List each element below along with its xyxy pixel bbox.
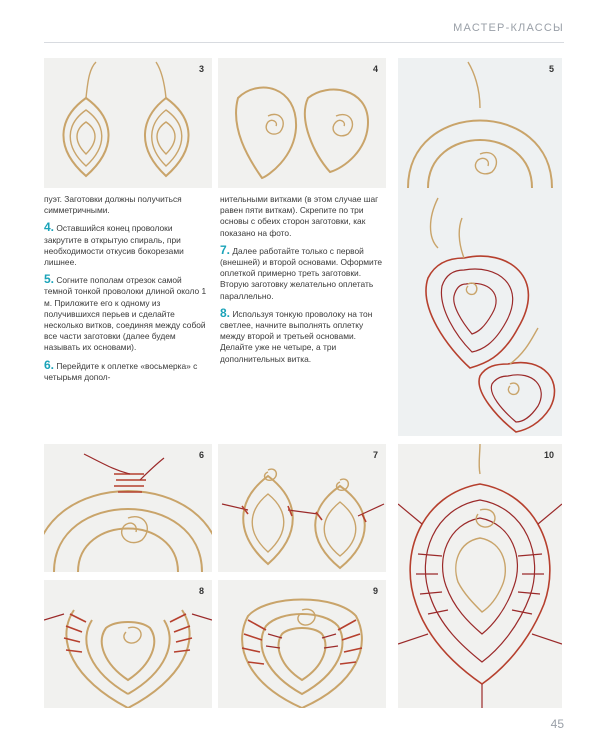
header-rule [44, 42, 564, 43]
section-header: МАСТЕР-КЛАССЫ [453, 22, 564, 34]
step-text: Используя тонкую проволоку на тон светлее, начните выполнять оплетку между второй и третьей основами. Делайте уже не четыре, а три дополнительных витка. [220, 308, 373, 364]
step-number: 8. [220, 305, 231, 320]
paragraph-step-6 [44, 357, 210, 383]
paragraph-step-8 [220, 305, 386, 365]
wrapping-start-image [44, 444, 212, 572]
text-column-2 [220, 194, 386, 371]
paragraph-step-7 [220, 242, 386, 302]
text-column-1 [44, 194, 210, 389]
photo-step-6 [44, 444, 212, 572]
step-number: 5. [44, 272, 55, 287]
page-number: 45 [550, 717, 564, 731]
photo-step-4 [218, 58, 386, 188]
photo-number: 4 [372, 64, 378, 74]
photo-number: 7 [372, 450, 378, 460]
wire-teardrops-image [44, 58, 212, 188]
step-number: 6. [44, 357, 55, 372]
step-text: Перейдите к оплетке «восьмерка» с четырьмя допол- [44, 360, 198, 382]
step-text: Далее работайте только с первой (внешней) и второй основами. Оформите оплеткой примерно треть заготовки. Вторую заготовку желательно оплетать параллельно. [220, 245, 383, 301]
photo-number: 5 [548, 64, 554, 74]
wrapping-sides-image [218, 444, 386, 572]
paragraph-intro: пуэт. Заготовки должны получиться симметричными. [44, 194, 182, 216]
photo-number: 10 [543, 450, 554, 460]
paragraph-intro: нительными витками (в этом случае шаг равен пяти виткам). Скрепите по три основы с обеих сторон заготовки, как показано на фото. [220, 194, 379, 238]
finished-earrings-image [398, 58, 562, 436]
photo-step-9 [218, 580, 386, 708]
photo-number: 6 [198, 450, 204, 460]
step-text: Согните пополам отрезок самой темной тонкой проволоки длиной около 1 м. Приложите его к одному из получившихся перьев и сделайте несколько витков, соединяя между собой все части заготовки (далее будем называть их основами). [44, 275, 207, 353]
photo-step-10 [398, 444, 562, 708]
photo-step-3 [44, 58, 212, 188]
step-text: Оставшийся конец проволоки закрутите в открытую спираль, при необходимости откусив бокорезами лишнее. [44, 223, 184, 268]
photo-number: 3 [198, 64, 204, 74]
finished-wrapping-image [398, 444, 562, 708]
photo-number: 9 [372, 586, 378, 596]
wrapping-middle-image [218, 580, 386, 708]
photo-number: 8 [198, 586, 204, 596]
photo-step-7 [218, 444, 386, 572]
wrapping-outer-image [44, 580, 212, 708]
paragraph-step-5 [44, 274, 210, 353]
photo-step-8 [44, 580, 212, 708]
step-number: 4. [44, 220, 55, 235]
step-number: 7. [220, 242, 231, 257]
paragraph-step-4 [44, 222, 210, 268]
photo-step-5 [398, 58, 562, 436]
wire-spiral-blanks-image [218, 58, 386, 188]
